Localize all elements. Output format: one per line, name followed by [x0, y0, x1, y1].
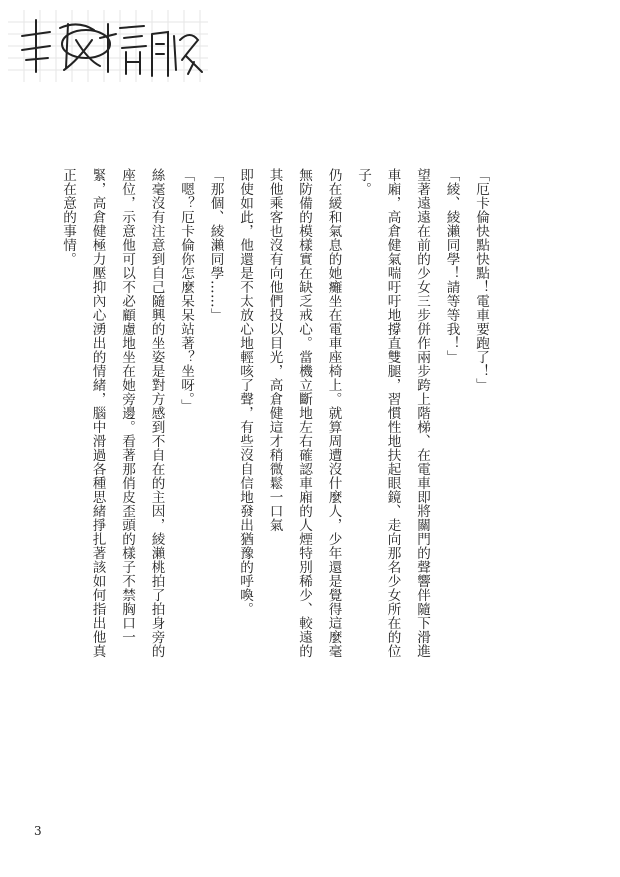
header-logo — [8, 10, 208, 82]
paragraph-8: 絲毫沒有注意到自己隨興的坐姿是對方感到不自在的主因，綾瀨桃拍了拍身旁的座位，示意他可以不必顧慮地坐在她旁邊。看著那俏皮歪頭的樣子不禁胸口一緊，高倉健極力壓抑內心湧出的情緒，腦中滑過各種思緒掙扎著該如何指出他真正在意的事情。 — [60, 168, 165, 658]
page-number: 3 — [34, 824, 42, 838]
logo-art — [8, 10, 208, 82]
paragraph-2: 「綾、綾瀨同學！請等等我！」 — [443, 168, 460, 364]
paragraph-7: 「嗯？厄卡倫你怎麼呆呆站著？坐呀。」 — [178, 168, 194, 414]
paragraph-3: 望著遠遠在前的少女三步併作兩步跨上階梯、在電車即將關門的聲響伴隨下滑進車廂，高倉健氣喘吁吁地撐直雙腿，習慣性地扶起眼鏡、走向那名少女所在的位子。 — [355, 168, 430, 658]
paragraph-1: 「厄卡倫快點快點！電車要跑了！」 — [473, 168, 489, 392]
paragraph-6: 「那個、綾瀨同學……」 — [207, 168, 224, 322]
paragraph-4: 仍在緩和氣息的她癱坐在電車座椅上。就算周遭沒什麼人，少年還是覺得這麼毫無防備的模樣實在缺乏戒心。當機立斷地左右確認車廂的人煙特別稀少、較遠的其他乘客也沒有向他們投以目光，高倉健這才稍微鬆一口氣 — [266, 168, 342, 658]
body-text — [53, 168, 496, 668]
paragraph-5: 即使如此，他還是不太放心地輕咳了聲，有些沒自信地發出猶豫的呼喚。 — [237, 168, 253, 616]
